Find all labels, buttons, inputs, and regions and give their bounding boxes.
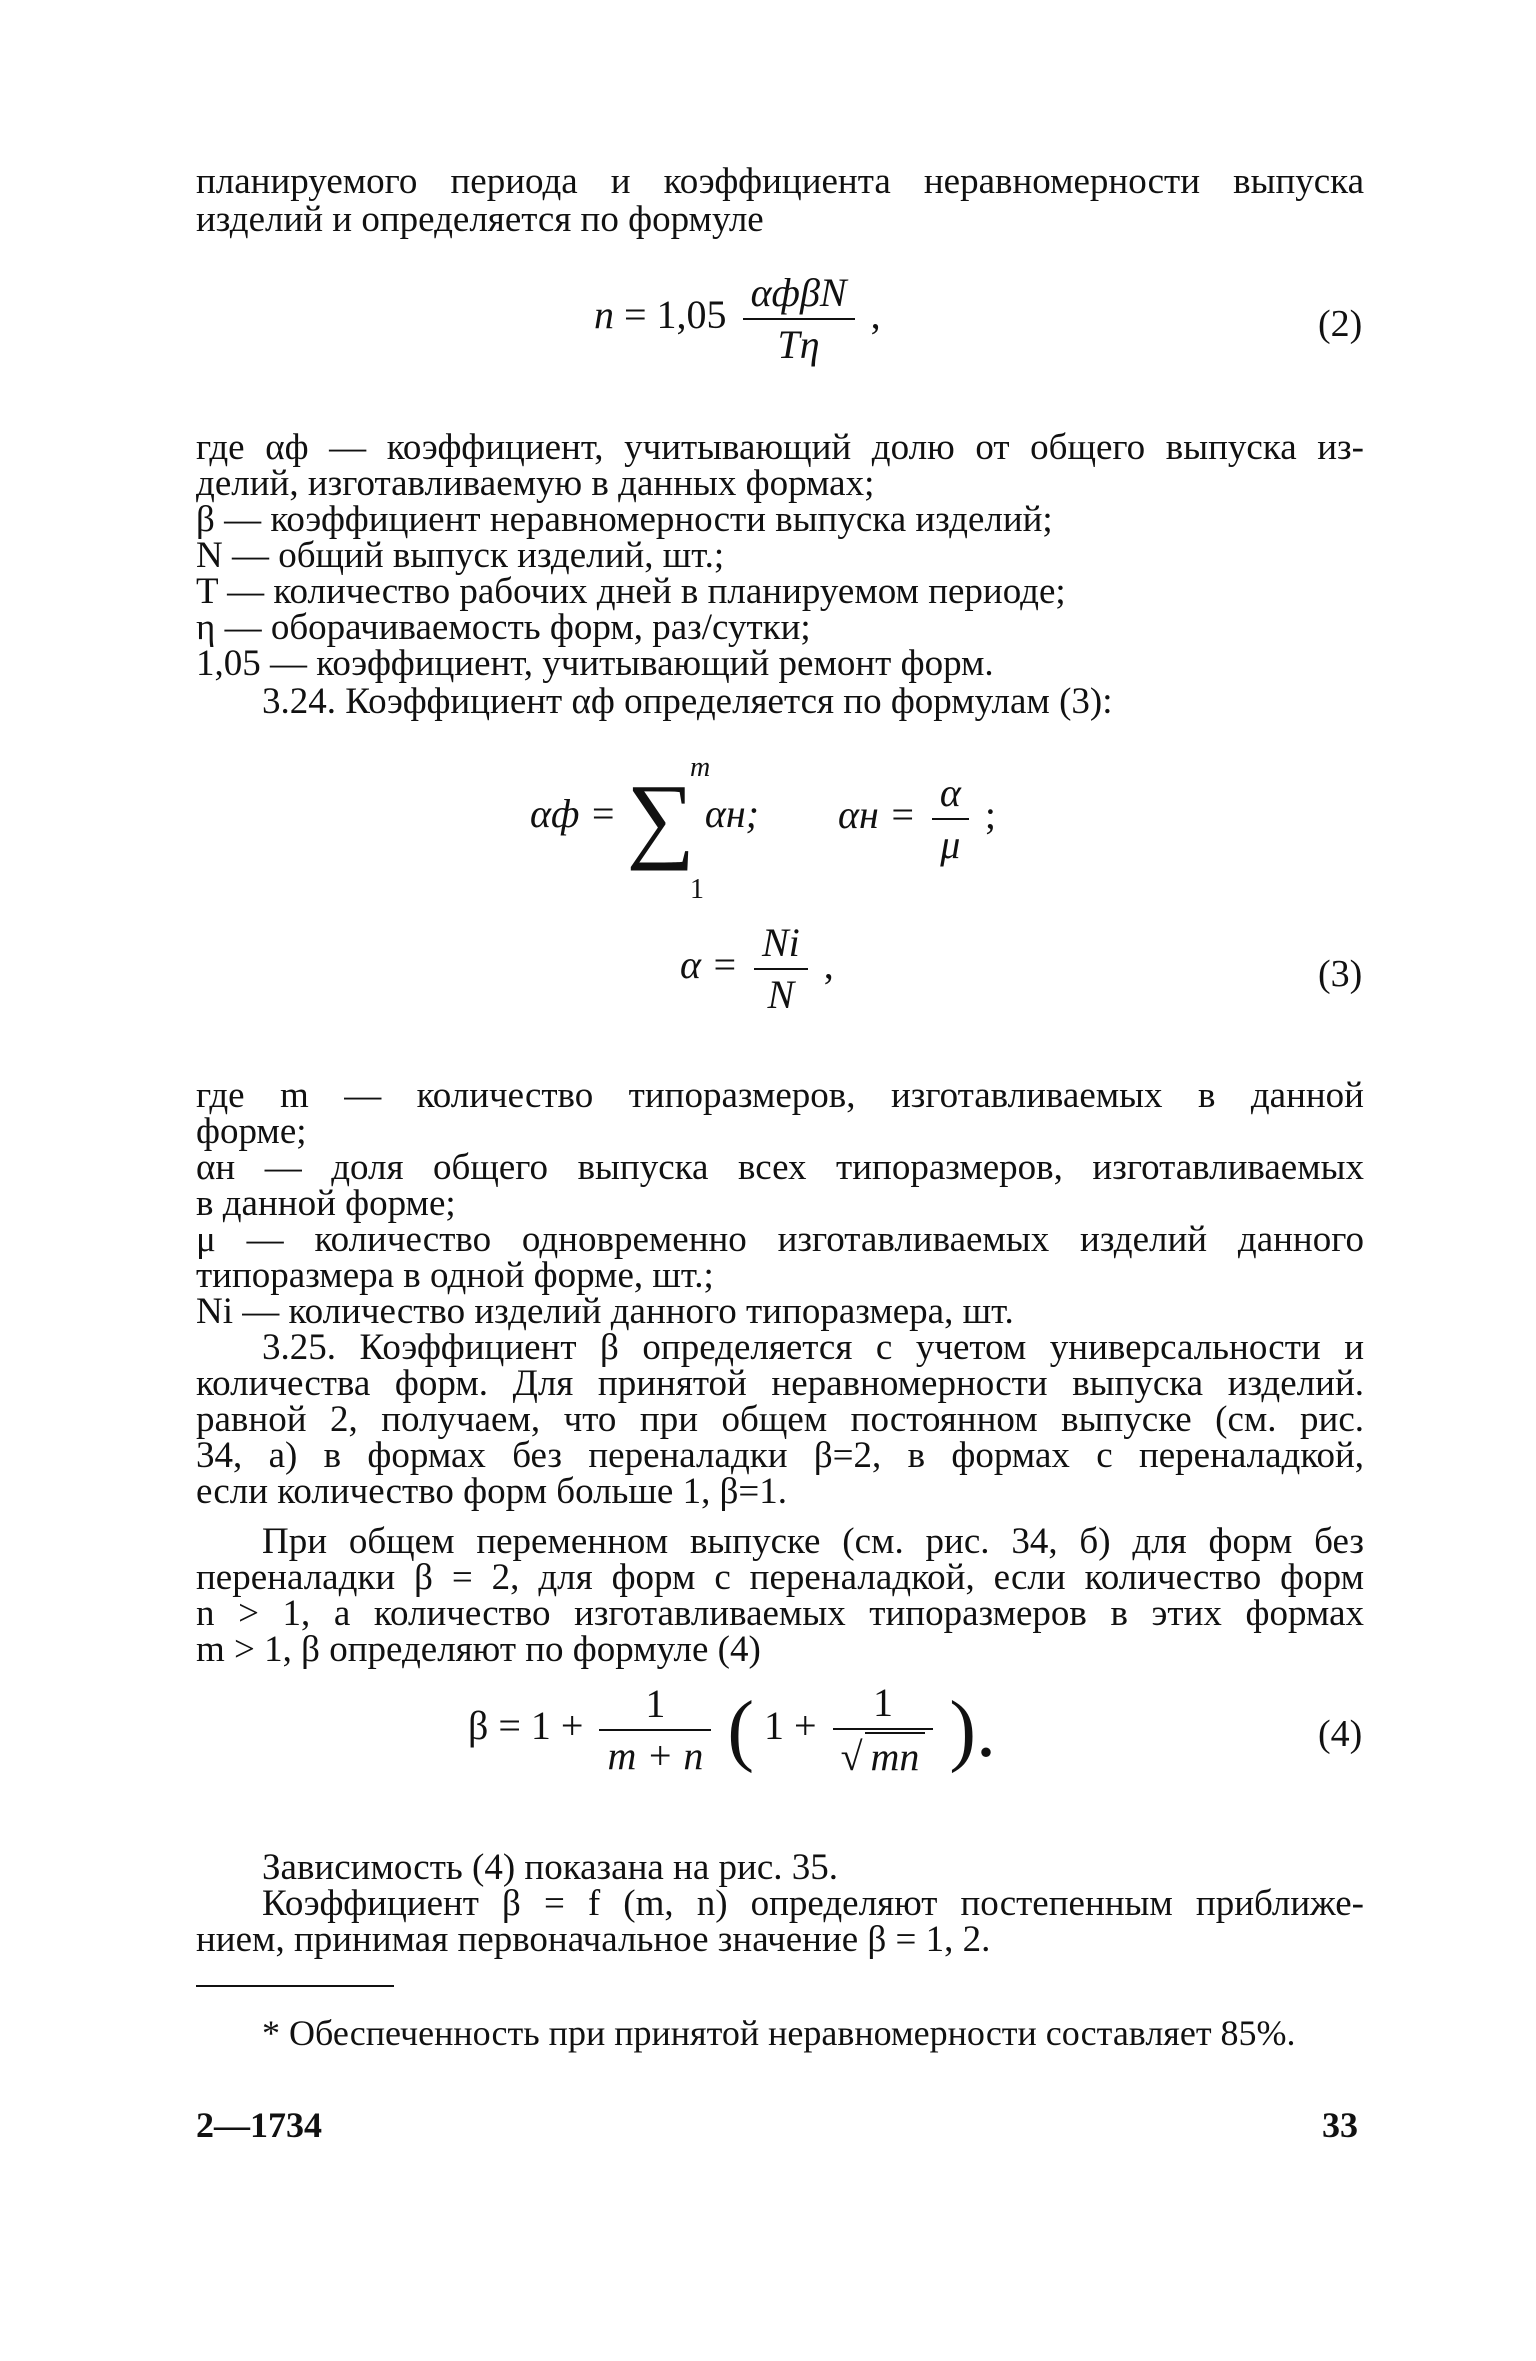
formula-lhs: β = 1 + <box>468 1703 584 1749</box>
formula-tail: , <box>870 292 881 338</box>
sum-upper-limit: m <box>690 752 711 783</box>
definition-line: форме; <box>196 1111 307 1152</box>
formula-2 <box>594 270 881 368</box>
sum-term: αн; <box>704 791 759 837</box>
formula-3-sum <box>530 764 759 871</box>
formula-fraction <box>932 770 969 868</box>
fraction-denominator: Tη <box>777 322 820 367</box>
paragraph-variable-line: При общем переменном выпуске (см. рис. 34, б) для форм без <box>262 1521 1364 1562</box>
formula-3-share <box>838 770 996 868</box>
formula-tail: ; <box>984 792 996 838</box>
definition-line: в данной форме; <box>196 1183 456 1224</box>
formula-fraction <box>754 920 808 1018</box>
open-paren: ( <box>727 1686 754 1774</box>
definition-line: β — коэффициент неравномерности выпуска изделий; <box>196 499 1053 540</box>
paragraph-variable-line: n > 1, а количество изготавливаемых типоразмеров в этих формах <box>196 1593 1364 1634</box>
formula-tail: , <box>823 942 834 988</box>
formula-fraction <box>743 270 855 368</box>
fraction-numerator: α <box>932 770 969 820</box>
fraction-numerator: Ni <box>754 920 808 970</box>
definition-line: типоразмера в одной форме, шт.; <box>196 1255 714 1296</box>
equation-number: (2) <box>1318 303 1363 345</box>
paragraph-3-25-line: если количество форм больше 1, β=1. <box>196 1471 788 1512</box>
paragraph-3-24: 3.24. Коэффициент αф определяется по формулам (3): <box>262 681 1113 722</box>
definition-line: η — оборачиваемость форм, раз/сутки; <box>196 607 811 648</box>
sum-lower-limit: 1 <box>690 874 704 905</box>
formula-lhs: αф = <box>530 791 617 837</box>
fraction-numerator: 1 <box>599 1681 711 1731</box>
equation-number: (4) <box>1318 1713 1363 1755</box>
fraction-denominator: N <box>767 972 795 1017</box>
fraction-numerator: 1 <box>833 1680 934 1730</box>
paragraph-3-25-line: равной 2, получаем, что при общем постоянном выпуске (см. рис. <box>196 1399 1364 1440</box>
fraction-numerator: αфβN <box>743 270 855 320</box>
formula-lhs: n <box>594 292 614 338</box>
text-line: планируемого периода и коэффициента неравномерности выпуска <box>196 161 1364 202</box>
definition-line: T — количество рабочих дней в планируемом периоде; <box>196 571 1066 612</box>
formula-3-alpha <box>680 920 834 1018</box>
definition-line: 1,05 — коэффициент, учитывающий ремонт форм. <box>196 643 994 684</box>
sqrt-symbol: √ <box>840 1734 863 1779</box>
formula-term: 1 + <box>764 1703 817 1749</box>
formula-fraction <box>833 1680 934 1780</box>
footnote-rule <box>196 1985 394 1987</box>
sigma-symbol: ∑ <box>626 764 695 871</box>
footnote: * Обеспеченность при принятой неравномерности составляет 85%. <box>262 2013 1296 2053</box>
definition-line: где αф — коэффициент, учитывающий долю от общего выпуска из- <box>196 427 1364 468</box>
definition-line: где m — количество типоразмеров, изготавливаемых в данной <box>196 1075 1364 1116</box>
page-number: 33 <box>1322 2105 1358 2145</box>
paragraph-variable-line: m > 1, β определяют по формуле (4) <box>196 1629 761 1670</box>
closing-line: Коэффициент β = f (m, n) определяют постепенным приближе- <box>262 1883 1364 1924</box>
sqrt-radicand: mn <box>865 1732 926 1780</box>
definition-line: делий, изготавливаемую в данных формах; <box>196 463 875 504</box>
fraction-denominator <box>833 1730 934 1780</box>
closing-line: Зависимость (4) показана на рис. 35. <box>262 1847 838 1888</box>
fraction-denominator: m + n <box>607 1733 704 1778</box>
closing-line: нием, принимая первоначальное значение β = 1, 2. <box>196 1919 991 1960</box>
fraction-denominator: μ <box>940 822 961 867</box>
paragraph-3-25-line: 3.25. Коэффициент β определяется с учетом универсальности и <box>262 1327 1364 1368</box>
formula-lhs: α = <box>680 942 738 988</box>
equation-number: (3) <box>1318 953 1363 995</box>
text-line: изделий и определяется по формуле <box>196 199 764 240</box>
definition-line: Ni — количество изделий данного типоразмера, шт. <box>196 1291 1014 1332</box>
formula-lhs: αн = <box>838 792 916 838</box>
formula-eq: = 1,05 <box>624 292 727 338</box>
close-paren: ). <box>949 1686 997 1774</box>
paragraph-3-25-line: количества форм. Для принятой неравномерности выпуска изделий. <box>196 1363 1364 1404</box>
formula-fraction <box>599 1681 711 1779</box>
definition-line: μ — количество одновременно изготавливаемых изделий данного <box>196 1219 1364 1260</box>
definition-line: N — общий выпуск изделий, шт.; <box>196 535 725 576</box>
paragraph-3-25-line: 34, а) в формах без переналадки β=2, в формах с переналадкой, <box>196 1435 1364 1476</box>
formula-4 <box>468 1680 996 1780</box>
paragraph-variable-line: переналадки β = 2, для форм с переналадкой, если количество форм <box>196 1557 1364 1598</box>
definition-line: αн — доля общего выпуска всех типоразмеров, изготавливаемых <box>196 1147 1364 1188</box>
print-signature: 2—1734 <box>196 2105 322 2145</box>
